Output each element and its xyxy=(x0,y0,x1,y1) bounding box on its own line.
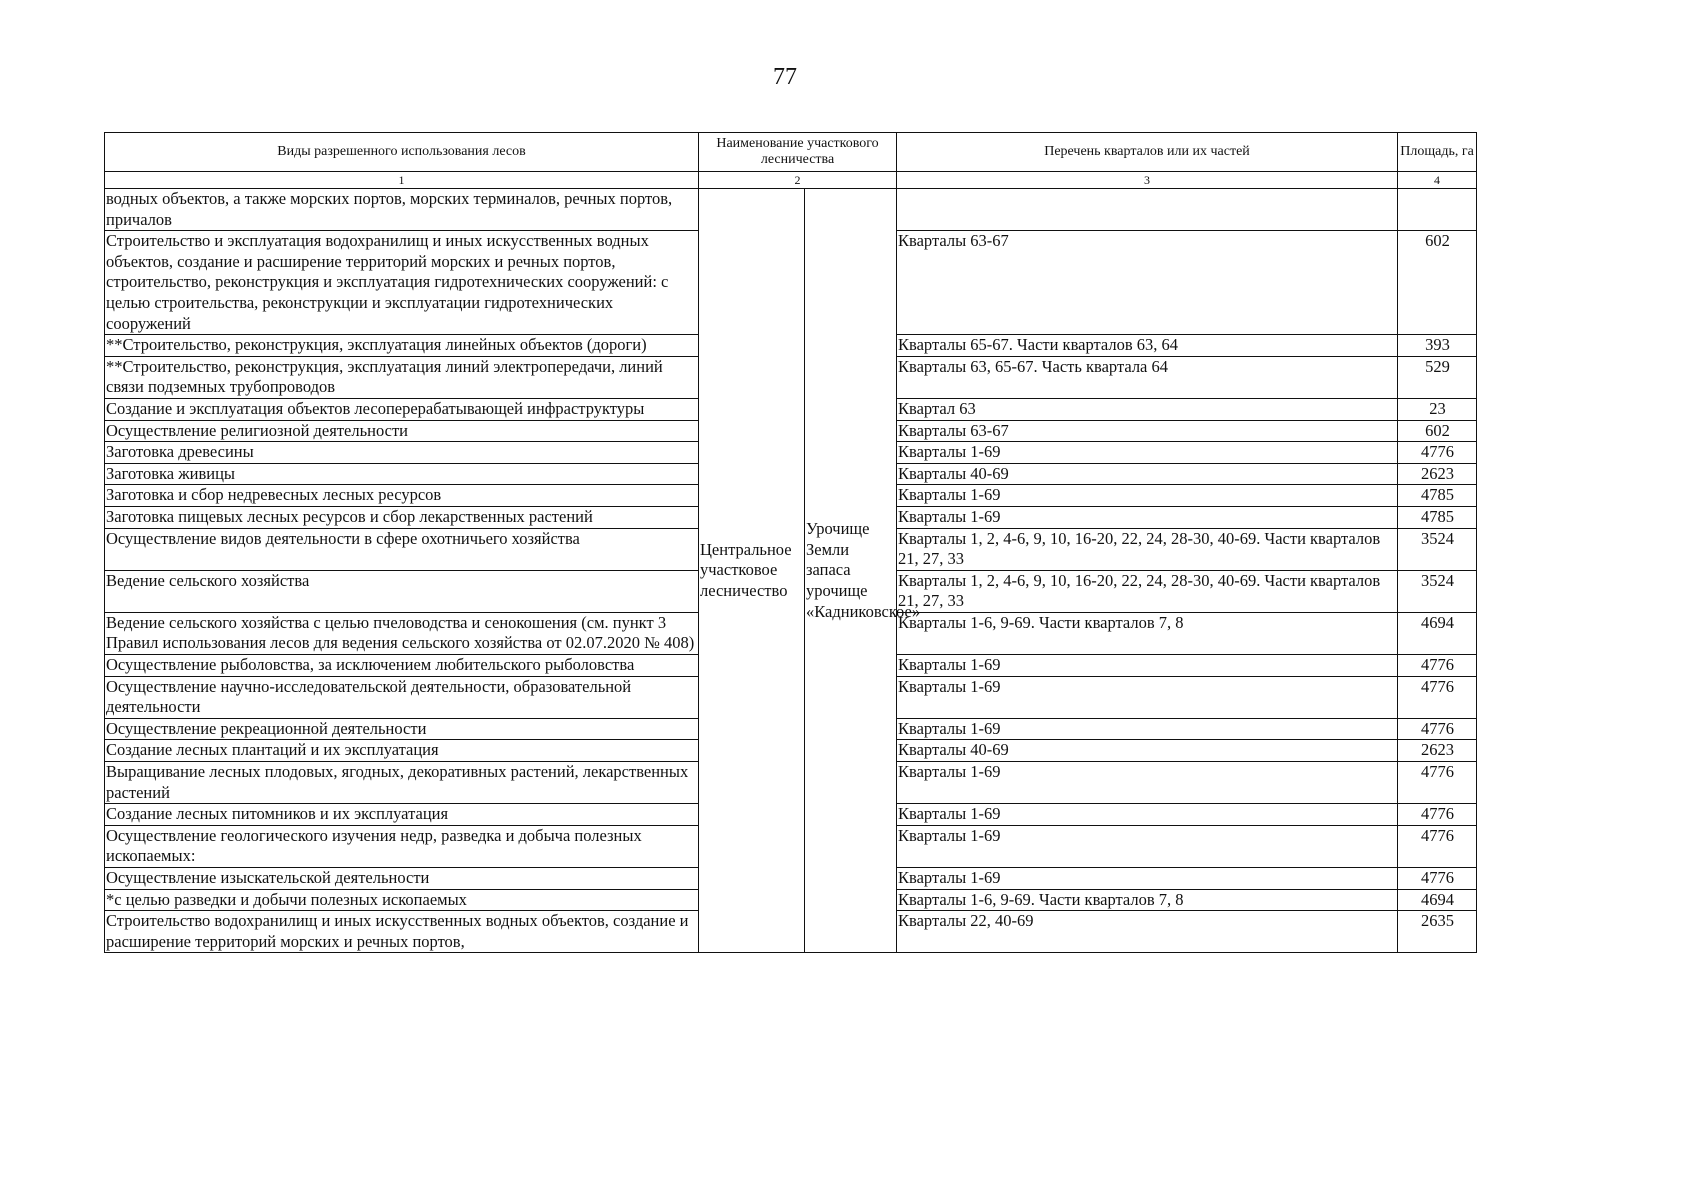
forestry-name: Центральное участковое лесничество xyxy=(700,539,792,600)
quarters-cell: Кварталы 1, 2, 4-6, 9, 10, 16-20, 22, 24, 28-30, 40-69. Части кварталов 21, 27, 33 xyxy=(897,528,1398,570)
column-number: 4 xyxy=(1398,172,1477,189)
quarters-cell: Квартал 63 xyxy=(897,398,1398,420)
area-cell: 4694 xyxy=(1398,889,1477,911)
quarters-cell: Кварталы 40-69 xyxy=(897,740,1398,762)
use-type-cell: Создание лесных плантаций и их эксплуатация xyxy=(105,740,699,762)
use-type-cell: Осуществление видов деятельности в сфере охотничьего хозяйства xyxy=(105,528,699,570)
area-cell: 4776 xyxy=(1398,655,1477,677)
quarters-cell: Кварталы 65-67. Части кварталов 63, 64 xyxy=(897,335,1398,357)
forest-use-table xyxy=(104,132,1477,953)
area-cell xyxy=(1398,189,1477,231)
quarters-cell: Кварталы 1-6, 9-69. Части кварталов 7, 8 xyxy=(897,889,1398,911)
area-cell: 4694 xyxy=(1398,612,1477,654)
column-number: 1 xyxy=(105,172,699,189)
use-type-cell: Осуществление геологического изучения недр, разведка и добыча полезных ископаемых: xyxy=(105,825,699,867)
header-quarters: Перечень кварталов или их частей xyxy=(897,133,1398,172)
use-type-cell: Заготовка пищевых лесных ресурсов и сбор лекарственных растений xyxy=(105,506,699,528)
quarters-cell: Кварталы 1-69 xyxy=(897,442,1398,464)
use-type-cell: Осуществление религиозной деятельности xyxy=(105,420,699,442)
use-type-cell: Создание и эксплуатация объектов лесоперерабатывающей инфраструктуры xyxy=(105,398,699,420)
use-type-cell: Осуществление изыскательской деятельности xyxy=(105,868,699,890)
use-type-cell: Строительство водохранилищ и иных искусственных водных объектов, создание и расширение территорий морских и речных портов, xyxy=(105,911,699,953)
use-type-cell: Осуществление научно-исследовательской деятельности, образовательной деятельности xyxy=(105,676,699,718)
quarters-cell: Кварталы 1-69 xyxy=(897,825,1398,867)
header-area: Площадь, га xyxy=(1398,133,1477,172)
area-cell: 4776 xyxy=(1398,804,1477,826)
use-type-cell: Ведение сельского хозяйства с целью пчеловодства и сенокошения (см. пункт 3 Правил использования лесов для ведения сельского хозяйства от 02.07.2020 № 408) xyxy=(105,612,699,654)
quarters-cell: Кварталы 1-69 xyxy=(897,762,1398,804)
use-type-cell: Заготовка древесины xyxy=(105,442,699,464)
area-cell: 2635 xyxy=(1398,911,1477,953)
quarters-cell: Кварталы 22, 40-69 xyxy=(897,911,1398,953)
column-number-row xyxy=(105,172,1477,189)
use-type-cell: Осуществление рыболовства, за исключением любительского рыболовства xyxy=(105,655,699,677)
area-cell: 3524 xyxy=(1398,570,1477,612)
use-type-cell: Заготовка живицы xyxy=(105,463,699,485)
use-type-cell: **Строительство, реконструкция, эксплуатация линейных объектов (дороги) xyxy=(105,335,699,357)
area-cell: 393 xyxy=(1398,335,1477,357)
use-type-cell: Строительство и эксплуатация водохранилищ и иных искусственных водных объектов, создание и расширение территорий морских и речных портов, строительство, реконструкция и эксплуатация гидротехнических сооружений: с целью строительства, реконструкции и эксплуатации гидротехнических сооружений xyxy=(105,231,699,335)
page-number: 77 xyxy=(773,64,797,90)
header-forestry: Наименование участкового лесничества xyxy=(699,133,897,172)
forestry-name-cell xyxy=(699,189,805,953)
use-type-cell: Выращивание лесных плодовых, ягодных, декоративных растений, лекарственных растений xyxy=(105,762,699,804)
area-cell: 4776 xyxy=(1398,825,1477,867)
table-row xyxy=(105,189,1477,231)
quarters-cell: Кварталы 1-69 xyxy=(897,506,1398,528)
area-cell: 23 xyxy=(1398,398,1477,420)
area-cell: 2623 xyxy=(1398,740,1477,762)
tract-name-cell xyxy=(805,189,921,953)
area-cell: 2623 xyxy=(1398,463,1477,485)
quarters-cell: Кварталы 63-67 xyxy=(897,231,1398,335)
area-cell: 4776 xyxy=(1398,762,1477,804)
quarters-cell: Кварталы 1-69 xyxy=(897,718,1398,740)
quarters-cell: Кварталы 1-6, 9-69. Части кварталов 7, 8 xyxy=(897,612,1398,654)
area-cell: 602 xyxy=(1398,231,1477,335)
quarters-cell: Кварталы 63-67 xyxy=(897,420,1398,442)
use-type-cell: Осуществление рекреационной деятельности xyxy=(105,718,699,740)
tract-name: Урочище Земли запаса урочище «Кадниковское» xyxy=(806,519,921,621)
area-cell: 4776 xyxy=(1398,442,1477,464)
use-type-cell: Заготовка и сбор недревесных лесных ресурсов xyxy=(105,485,699,507)
quarters-cell: Кварталы 40-69 xyxy=(897,463,1398,485)
use-type-cell: **Строительство, реконструкция, эксплуатация линий электропередачи, линий связи подземных трубопроводов xyxy=(105,356,699,398)
table-header-row xyxy=(105,133,1477,172)
area-cell: 3524 xyxy=(1398,528,1477,570)
quarters-cell: Кварталы 1, 2, 4-6, 9, 10, 16-20, 22, 24, 28-30, 40-69. Части кварталов 21, 27, 33 xyxy=(897,570,1398,612)
use-type-cell: Создание лесных питомников и их эксплуатация xyxy=(105,804,699,826)
use-type-cell: *с целью разведки и добычи полезных ископаемых xyxy=(105,889,699,911)
quarters-cell: Кварталы 1-69 xyxy=(897,676,1398,718)
quarters-cell: Кварталы 1-69 xyxy=(897,485,1398,507)
quarters-cell: Кварталы 1-69 xyxy=(897,868,1398,890)
area-cell: 529 xyxy=(1398,356,1477,398)
column-number: 3 xyxy=(897,172,1398,189)
header-use-types: Виды разрешенного использования лесов xyxy=(105,133,699,172)
area-cell: 602 xyxy=(1398,420,1477,442)
use-type-cell: водных объектов, а также морских портов, морских терминалов, речных портов, причалов xyxy=(105,189,699,231)
quarters-cell: Кварталы 1-69 xyxy=(897,804,1398,826)
quarters-cell: Кварталы 63, 65-67. Часть квартала 64 xyxy=(897,356,1398,398)
table-body xyxy=(105,189,1477,953)
area-cell: 4776 xyxy=(1398,676,1477,718)
area-cell: 4776 xyxy=(1398,718,1477,740)
area-cell: 4776 xyxy=(1398,868,1477,890)
area-cell: 4785 xyxy=(1398,506,1477,528)
column-number: 2 xyxy=(699,172,897,189)
area-cell: 4785 xyxy=(1398,485,1477,507)
quarters-cell xyxy=(897,189,1398,231)
quarters-cell: Кварталы 1-69 xyxy=(897,655,1398,677)
use-type-cell: Ведение сельского хозяйства xyxy=(105,570,699,612)
